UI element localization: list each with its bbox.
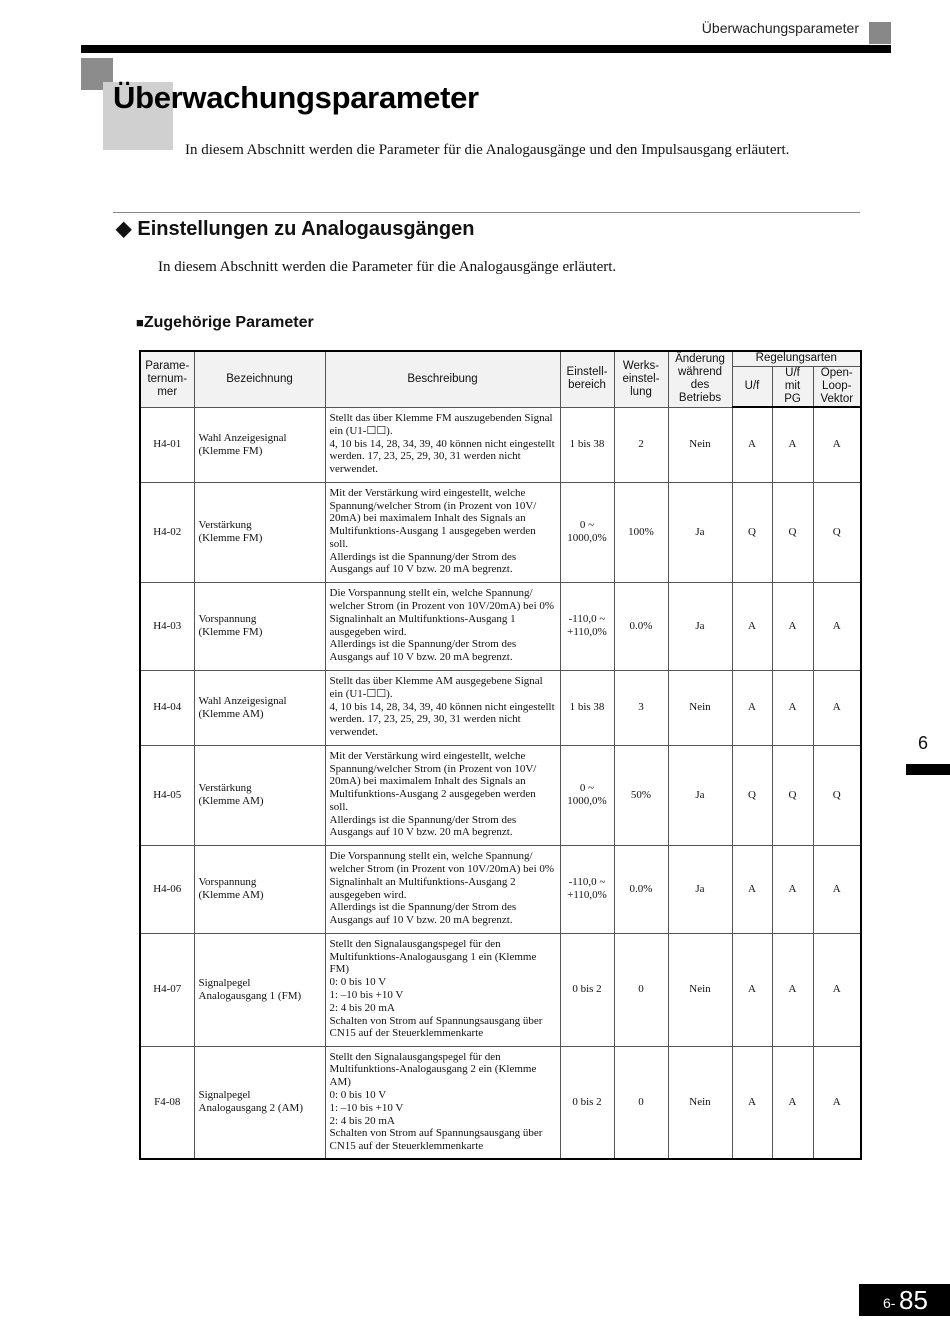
header-control-modes: Regelungsarten: [732, 351, 861, 366]
section-intro: In diesem Abschnitt werden die Parameter für die Analogausgänge erläutert.: [158, 259, 617, 275]
param-factory-cell: 50%: [614, 745, 668, 845]
param-olv-cell: A: [813, 582, 861, 670]
param-description-cell: Stellt das über Klemme AM ausgegebene Signal ein (U1-☐☐). 4, 10 bis 14, 28, 34, 39, 40 können nicht eingestellt werden. 17, 23, 25, 29, 30, 31 werden nicht verwendet.: [325, 670, 560, 745]
param-number-cell: H4-06: [140, 845, 194, 933]
parameter-table: [139, 350, 862, 1160]
param-range-cell: 0 ~ 1000,0%: [560, 745, 614, 845]
param-uf-pg-cell: A: [772, 670, 813, 745]
header-description: Beschreibung: [325, 351, 560, 407]
table-row: [140, 482, 861, 582]
header-name: Bezeichnung: [194, 351, 325, 407]
param-factory-cell: 0.0%: [614, 582, 668, 670]
param-uf-cell: A: [732, 933, 772, 1046]
diamond-bullet-icon: ◆: [116, 218, 132, 240]
param-name-cell: Signalpegel Analogausgang 1 (FM): [194, 933, 325, 1046]
page-intro: In diesem Abschnitt werden die Parameter für die Analogausgänge und den Impulsausgang erläutert.: [185, 142, 790, 158]
param-uf-pg-cell: A: [772, 845, 813, 933]
page-chapter-prefix: 6-: [883, 1295, 896, 1311]
param-range-cell: 0 ~ 1000,0%: [560, 482, 614, 582]
param-range-cell: 1 bis 38: [560, 670, 614, 745]
param-change-cell: Nein: [668, 933, 732, 1046]
param-description-cell: Mit der Verstärkung wird eingestellt, welche Spannung/welcher Strom (in Prozent von 10V/ 20mA) bei maximalem Inhalt des Signals an Multifunktions-Ausgang 1 ausgegeben werden soll. Allerdings ist die Spannung/der Strom des Ausgangs auf 10 V bzw. 20 mA begrenzt.: [325, 482, 560, 582]
param-factory-cell: 0: [614, 933, 668, 1046]
param-number-cell: H4-01: [140, 407, 194, 482]
header-change-during-operation: Änderung während des Betriebs: [668, 351, 732, 407]
param-uf-cell: Q: [732, 745, 772, 845]
header-factory-setting: Werks- einstel- lung: [614, 351, 668, 407]
param-number-cell: F4-08: [140, 1046, 194, 1159]
param-range-cell: 0 bis 2: [560, 933, 614, 1046]
param-range-cell: 1 bis 38: [560, 407, 614, 482]
param-range-cell: -110,0 ~ +110,0%: [560, 582, 614, 670]
param-name-cell: Wahl Anzeigesignal (Klemme FM): [194, 407, 325, 482]
param-name-cell: Verstärkung (Klemme AM): [194, 745, 325, 845]
table-row: [140, 745, 861, 845]
param-factory-cell: 2: [614, 407, 668, 482]
param-name-cell: Vorspannung (Klemme AM): [194, 845, 325, 933]
param-number-cell: H4-04: [140, 670, 194, 745]
header-uf-pg: U/f mit PG: [772, 366, 813, 407]
param-change-cell: Ja: [668, 482, 732, 582]
param-factory-cell: 0: [614, 1046, 668, 1159]
param-description-cell: Stellt den Signalausgangspegel für den Multifunktions-Analogausgang 1 ein (Klemme FM) 0: 0 bis 10 V 1: –10 bis +10 V 2: 4 bis 20 mA Schalten von Strom auf Spannungsausgang über CN15 auf der Steuerklemmenkarte: [325, 933, 560, 1046]
param-olv-cell: A: [813, 407, 861, 482]
param-number-cell: H4-07: [140, 933, 194, 1046]
top-rule: [81, 45, 891, 53]
table-row: [140, 582, 861, 670]
param-number-cell: H4-03: [140, 582, 194, 670]
header-setting-range: Einstell- bereich: [560, 351, 614, 407]
param-uf-pg-cell: A: [772, 407, 813, 482]
chapter-tab-bar: [906, 764, 950, 775]
param-olv-cell: A: [813, 933, 861, 1046]
section-title: Einstellungen zu Analogausgängen: [137, 218, 475, 240]
param-factory-cell: 100%: [614, 482, 668, 582]
param-olv-cell: A: [813, 1046, 861, 1159]
param-uf-cell: A: [732, 582, 772, 670]
param-description-cell: Die Vorspannung stellt ein, welche Spannung/ welcher Strom (in Prozent von 10V/20mA) bei 0% Signalinhalt an Multifunktions-Ausgang 2 ausgegeben wird. Allerdings ist die Spannung/der Strom des Ausgangs auf 10 V bzw. 20 mA begrenzt.: [325, 845, 560, 933]
param-uf-cell: A: [732, 1046, 772, 1159]
param-name-cell: Vorspannung (Klemme FM): [194, 582, 325, 670]
param-number-cell: H4-02: [140, 482, 194, 582]
param-uf-pg-cell: A: [772, 933, 813, 1046]
chapter-tab-number: 6: [918, 733, 929, 753]
param-range-cell: -110,0 ~ +110,0%: [560, 845, 614, 933]
param-uf-cell: Q: [732, 482, 772, 582]
param-uf-pg-cell: Q: [772, 745, 813, 845]
param-olv-cell: Q: [813, 482, 861, 582]
header-uf: U/f: [732, 366, 772, 407]
param-uf-pg-cell: A: [772, 1046, 813, 1159]
param-description-cell: Mit der Verstärkung wird eingestellt, welche Spannung/welcher Strom (in Prozent von 10V/ 20mA) bei maximalem Inhalt des Signals an Multifunktions-Ausgang 2 ausgegeben werden soll. Allerdings ist die Spannung/der Strom des Ausgangs auf 10 V bzw. 20 mA begrenzt.: [325, 745, 560, 845]
param-description-cell: Stellt das über Klemme FM auszugebenden Signal ein (U1-☐☐). 4, 10 bis 14, 28, 34, 39, 40 können nicht eingestellt werden. 17, 23, 25, 29, 30, 31 werden nicht verwendet.: [325, 407, 560, 482]
subsection-title: Zugehörige Parameter: [143, 314, 314, 331]
param-change-cell: Nein: [668, 1046, 732, 1159]
square-bullet-icon: ■: [136, 315, 144, 330]
param-description-cell: Stellt den Signalausgangspegel für den Multifunktions-Analogausgang 2 ein (Klemme AM) 0: 0 bis 10 V 1: –10 bis +10 V 2: 4 bis 20 mA Schalten von Strom auf Spannungsausgang über CN15 auf der Steuerklemmenkarte: [325, 1046, 560, 1159]
page-number: [859, 1284, 950, 1316]
table-row: [140, 845, 861, 933]
param-change-cell: Nein: [668, 407, 732, 482]
table-row: [140, 1046, 861, 1159]
param-change-cell: Ja: [668, 582, 732, 670]
param-change-cell: Ja: [668, 845, 732, 933]
subsection-heading: [136, 314, 314, 332]
param-change-cell: Nein: [668, 670, 732, 745]
param-uf-cell: A: [732, 670, 772, 745]
param-uf-pg-cell: A: [772, 582, 813, 670]
header-parameter-number: Parame- ternum- mer: [140, 351, 194, 407]
param-name-cell: Verstärkung (Klemme FM): [194, 482, 325, 582]
table-row: [140, 933, 861, 1046]
header-square-mark: [869, 22, 891, 44]
param-uf-pg-cell: Q: [772, 482, 813, 582]
param-olv-cell: A: [813, 670, 861, 745]
table-row: [140, 670, 861, 745]
param-range-cell: 0 bis 2: [560, 1046, 614, 1159]
page-number-value: 85: [899, 1285, 928, 1315]
param-name-cell: Signalpegel Analogausgang 2 (AM): [194, 1046, 325, 1159]
table-row: [140, 407, 861, 482]
param-olv-cell: A: [813, 845, 861, 933]
section-divider: [113, 212, 860, 213]
param-description-cell: Die Vorspannung stellt ein, welche Spannung/ welcher Strom (in Prozent von 10V/20mA) bei 0% Signalinhalt an Multifunktions-Ausgang 1 ausgegeben wird. Allerdings ist die Spannung/der Strom des Ausgangs auf 10 V bzw. 20 mA begrenzt.: [325, 582, 560, 670]
param-change-cell: Ja: [668, 745, 732, 845]
param-factory-cell: 0.0%: [614, 845, 668, 933]
header-open-loop-vector: Open- Loop- Vektor: [813, 366, 861, 407]
page-title: Überwachungsparameter: [113, 80, 479, 115]
param-uf-cell: A: [732, 845, 772, 933]
running-head: Überwachungsparameter: [701, 20, 859, 36]
param-number-cell: H4-05: [140, 745, 194, 845]
section-heading: [116, 216, 474, 241]
param-factory-cell: 3: [614, 670, 668, 745]
param-olv-cell: Q: [813, 745, 861, 845]
param-name-cell: Wahl Anzeigesignal (Klemme AM): [194, 670, 325, 745]
param-uf-cell: A: [732, 407, 772, 482]
